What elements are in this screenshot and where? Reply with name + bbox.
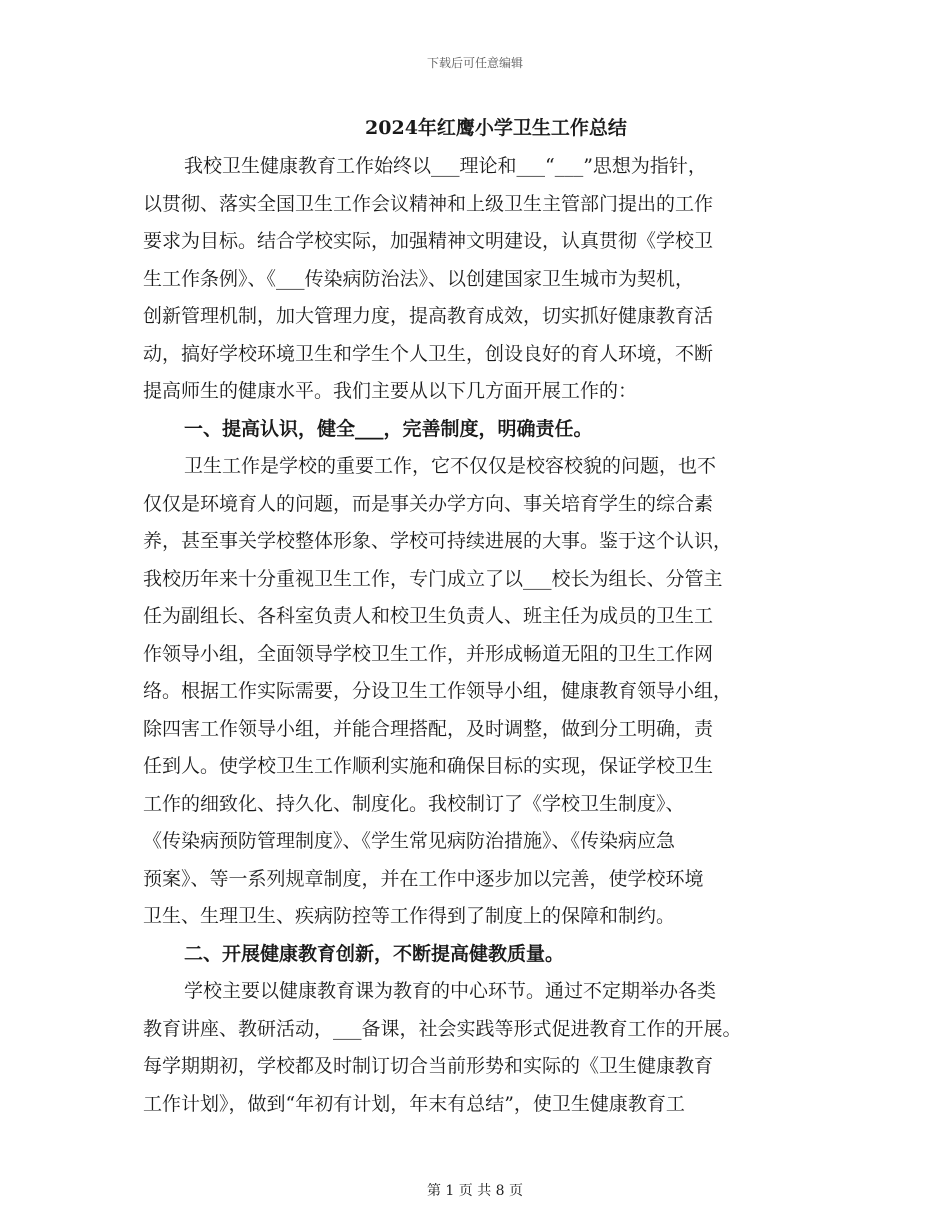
paragraph-line: 工作的细致化、持久化、制度化。我校制订了《学校卫生制度》、 [143, 792, 685, 815]
paragraph-line: 卫生工作是学校的重要工作，它不仅仅是校容校貌的问题，也不 [184, 455, 717, 477]
paragraph-line: 学校主要以健康教育课为教育的中心环节。通过不定期举办各类 [184, 980, 717, 1002]
paragraph-line: 工作计划》，做到“年初有计划，年末有总结”，使卫生健康教育工 [143, 1092, 685, 1115]
paragraph-line: 预案》、等一系列规章制度，并在工作中逐步加以完善，使学校环境 [143, 867, 704, 890]
paragraph-line: 提高师生的健康水平。我们主要从以下几方面开展工作的： [143, 380, 638, 402]
paragraph-line: 任为副组长、各科室负责人和校卫生负责人、班主任为成员的卫生工 [143, 605, 714, 627]
paragraph-line: 作领导小组，全面领导学校卫生工作，并形成畅道无阻的卫生工作网 [143, 642, 714, 665]
paragraph-line: 卫生、生理卫生、疾病防控等工作得到了制度上的保障和制约。 [143, 905, 676, 927]
paragraph-line: 教育讲座、教研活动，___备课，社会实践等形式促进教育工作的开展。 [143, 1017, 742, 1040]
paragraph-line: 仅仅是环境育人的问题，而是事关办学方向、事关培育学生的综合素 [143, 492, 714, 515]
paragraph-line: 每学期期初，学校都及时制订切合当前形势和实际的《卫生健康教育 [143, 1055, 714, 1077]
paragraph-line: 我校卫生健康教育工作始终以___理论和___“___”思想为指针， [184, 155, 707, 177]
paragraph-line: 生工作条例》、《___传染病防治法》、以创建国家卫生城市为契机， [143, 267, 695, 290]
section-heading: 二、开展健康教育创新，不断提高健教质量。 [184, 942, 565, 965]
paragraph-line: 创新管理机制，加大管理力度，提高教育成效，切实抓好健康教育活 [143, 305, 714, 327]
paragraph-line: 除四害工作领导小组，并能合理搭配，及时调整，做到分工明确，责 [143, 717, 714, 740]
paragraph-line: 要求为目标。结合学校实际，加强精神文明建设，认真贯彻《学校卫 [143, 230, 714, 252]
paragraph-line: 动，搞好学校环境卫生和学生个人卫生，创设良好的育人环境，不断 [143, 342, 714, 365]
header-note: 下载后可任意编辑 [426, 56, 523, 70]
section-heading: 一、提高认识，健全___，完善制度，明确责任。 [184, 417, 593, 440]
document-title: 2024年红鹰小学卫生工作总结 [365, 117, 627, 139]
paragraph-line: 我校历年来十分重视卫生工作，专门成立了以___校长为组长、分管主 [143, 567, 723, 590]
paragraph-line: 以贯彻、落实全国卫生工作会议精神和上级卫生主管部门提出的工作 [143, 192, 714, 215]
document-body [143, 108, 823, 1123]
paragraph-line: 《传染病预防管理制度》、《学生常见病防治措施》、《传染病应急 [143, 830, 676, 852]
paragraph-line: 任到人。使学校卫生工作顺利实施和确保目标的实现，保证学校卫生 [143, 755, 714, 777]
paragraph-line: 养，甚至事关学校整体形象、学校可持续进展的大事。鉴于这个认识， [143, 530, 733, 552]
paragraph-line: 络。根据工作实际需要，分设卫生工作领导小组，健康教育领导小组， [143, 680, 733, 702]
page-number-footer: 第 1 页 共 8 页 [426, 1183, 524, 1199]
